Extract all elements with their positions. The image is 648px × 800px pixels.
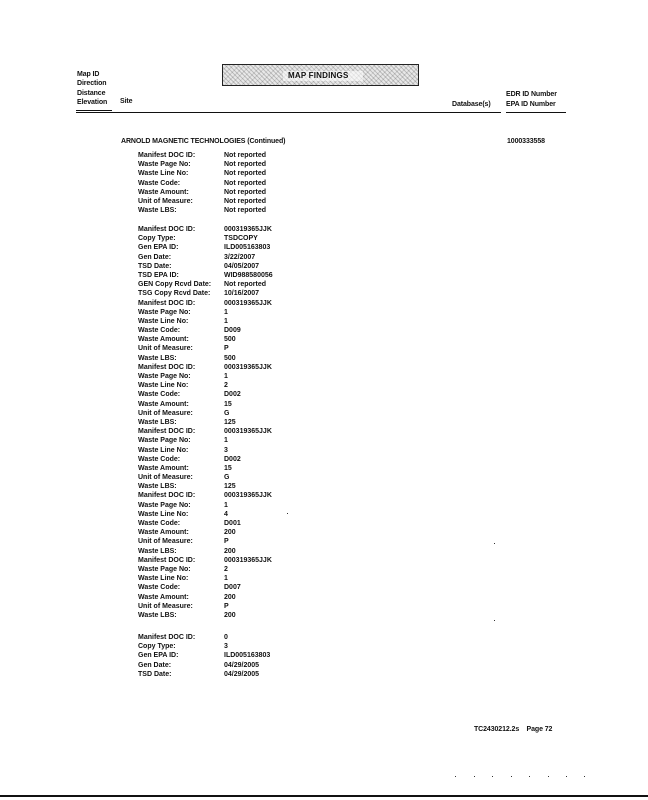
record-label: Manifest DOC ID: bbox=[138, 226, 196, 233]
scan-speck bbox=[474, 776, 475, 777]
page-footer bbox=[474, 726, 552, 734]
record-label: Waste Line No: bbox=[138, 510, 189, 518]
record-value: 3 bbox=[224, 643, 228, 651]
record-value: 3/22/2007 bbox=[224, 253, 256, 261]
record-label: Gen Date: bbox=[138, 253, 172, 261]
record-label: Waste Amount: bbox=[138, 529, 189, 537]
header-rule-left bbox=[76, 110, 112, 111]
record-label: Waste LBS: bbox=[138, 483, 177, 491]
record-value: 000319365JJK bbox=[224, 226, 272, 233]
record-label: Waste Code: bbox=[138, 179, 181, 187]
record-value: Not reported bbox=[224, 170, 266, 178]
scan-speck bbox=[566, 776, 567, 777]
record-label: Gen EPA ID: bbox=[138, 244, 179, 252]
bottom-scan-edge bbox=[0, 795, 648, 797]
record-value: WID988580056 bbox=[224, 271, 273, 279]
site-name: ARNOLD MAGNETIC TECHNOLOGIES (Continued) bbox=[121, 138, 286, 145]
record-label: Waste Line No: bbox=[138, 575, 189, 583]
record-value: 10/16/2007 bbox=[224, 290, 260, 298]
record-label: Waste Page No: bbox=[138, 308, 191, 316]
record-label: Manifest DOC ID: bbox=[138, 556, 196, 564]
record-label: Waste LBS: bbox=[138, 354, 177, 362]
record-label: Waste Amount: bbox=[138, 188, 189, 196]
record-label: Waste Code: bbox=[138, 327, 181, 335]
record-label: Unit of Measure: bbox=[138, 474, 193, 482]
record-value: 200 bbox=[224, 547, 236, 555]
record-value: 500 bbox=[224, 354, 236, 362]
record-value: 200 bbox=[224, 611, 236, 619]
record-value: 15 bbox=[224, 464, 232, 472]
record-value: ILD005163803 bbox=[224, 652, 271, 660]
record-label: Waste Page No: bbox=[138, 565, 191, 573]
record-label: Waste Amount: bbox=[138, 336, 189, 344]
record-label: Waste LBS: bbox=[138, 207, 177, 215]
record-value: 04/29/2005 bbox=[224, 670, 260, 678]
epa-id-label: EPA ID Number bbox=[506, 100, 556, 108]
scan-speck bbox=[511, 776, 512, 777]
record-label: Waste Code: bbox=[138, 584, 181, 592]
record-value: 4 bbox=[224, 510, 228, 518]
scan-speck bbox=[584, 776, 585, 777]
map-id-label: Map ID bbox=[77, 71, 100, 78]
record-value: G bbox=[224, 474, 230, 482]
record-value: Not reported bbox=[224, 188, 266, 196]
record-value: P bbox=[224, 345, 229, 353]
record-value: P bbox=[224, 602, 229, 610]
record-value: 3 bbox=[224, 446, 228, 454]
scan-speck bbox=[287, 513, 288, 514]
record-label: Manifest DOC ID: bbox=[138, 634, 196, 641]
record-value: 000319365JJK bbox=[224, 492, 272, 500]
record-label: Waste Line No: bbox=[138, 446, 189, 454]
record-label: TSG Copy Rcvd Date: bbox=[138, 290, 211, 298]
database-rule bbox=[452, 112, 494, 113]
record-value: 1 bbox=[224, 501, 228, 509]
record-label: TSD EPA ID: bbox=[138, 271, 179, 279]
record-value: 125 bbox=[224, 418, 236, 426]
record-value: 2 bbox=[224, 382, 228, 390]
record-label: Manifest DOC ID: bbox=[138, 363, 196, 371]
record-label: Waste Page No: bbox=[138, 437, 191, 445]
record-label: Unit of Measure: bbox=[138, 197, 193, 205]
record-label: Waste Line No: bbox=[138, 170, 189, 178]
record-value: 0 bbox=[224, 634, 228, 641]
record-value: 200 bbox=[224, 593, 236, 601]
database-label: Database(s) bbox=[452, 101, 491, 108]
record-label: Waste Code: bbox=[138, 455, 181, 463]
record-label: Manifest DOC ID: bbox=[138, 299, 196, 307]
record-label: Manifest DOC ID: bbox=[138, 152, 196, 159]
record-label: Waste LBS: bbox=[138, 547, 177, 555]
record-value: 1 bbox=[224, 373, 228, 380]
elevation-label: Elevation bbox=[77, 99, 108, 107]
record-value: G bbox=[224, 409, 230, 417]
header-rule bbox=[76, 112, 501, 113]
scan-speck bbox=[455, 776, 456, 777]
edr-id-label: EDR ID Number bbox=[506, 91, 557, 98]
doc-id: TC2430212.2s bbox=[474, 726, 520, 733]
site-edr-id: 1000333558 bbox=[507, 138, 545, 145]
record-value: 000319365JJK bbox=[224, 299, 272, 307]
header-left-labels bbox=[77, 71, 107, 109]
record-value: 04/29/2005 bbox=[224, 661, 260, 669]
record-value: Not reported bbox=[224, 152, 266, 159]
record-label: Waste Page No: bbox=[138, 161, 191, 169]
record-value: D002 bbox=[224, 391, 241, 399]
record-value: 000319365JJK bbox=[224, 556, 272, 564]
record-value: D001 bbox=[224, 520, 241, 527]
distance-label: Distance bbox=[77, 89, 106, 97]
record-value: 15 bbox=[224, 400, 232, 408]
record-label: Manifest DOC ID: bbox=[138, 492, 196, 500]
record-label: Waste Page No: bbox=[138, 501, 191, 509]
record-label: TSD Date: bbox=[138, 670, 172, 678]
scan-speck bbox=[548, 776, 549, 777]
record-label: Copy Type: bbox=[138, 235, 176, 243]
record-label: Waste Code: bbox=[138, 520, 181, 527]
record-value: 04/05/2007 bbox=[224, 262, 260, 270]
record-label: Gen EPA ID: bbox=[138, 652, 179, 660]
record-value: D002 bbox=[224, 455, 241, 463]
record-label: Unit of Measure: bbox=[138, 409, 193, 417]
record-value: D007 bbox=[224, 584, 241, 592]
record-value: 125 bbox=[224, 483, 236, 491]
record-value: P bbox=[224, 538, 229, 546]
scan-speck bbox=[529, 776, 530, 777]
record-value: 500 bbox=[224, 336, 236, 344]
banner-title: MAP FINDINGS bbox=[288, 71, 349, 80]
record-label: Manifest DOC ID: bbox=[138, 428, 196, 436]
record-label: TSD Date: bbox=[138, 262, 172, 270]
record-label: Unit of Measure: bbox=[138, 602, 193, 610]
record-label: Waste LBS: bbox=[138, 418, 177, 426]
record-value: 1 bbox=[224, 437, 228, 445]
direction-label: Direction bbox=[77, 80, 107, 88]
record-label: Waste Page No: bbox=[138, 373, 191, 380]
record-label: Waste Amount: bbox=[138, 593, 189, 601]
record-value: Not reported bbox=[224, 207, 266, 215]
page-number: Page 72 bbox=[526, 726, 553, 733]
record-value: 000319365JJK bbox=[224, 428, 272, 436]
record-value: 1 bbox=[224, 308, 228, 316]
record-value: 1 bbox=[224, 575, 228, 583]
record-label: Waste Amount: bbox=[138, 400, 189, 408]
record-label: GEN Copy Rcvd Date: bbox=[138, 281, 212, 289]
record-label: Unit of Measure: bbox=[138, 345, 193, 353]
record-label: Copy Type: bbox=[138, 643, 176, 651]
record-value: D009 bbox=[224, 327, 241, 335]
scan-speck bbox=[494, 543, 495, 544]
record-label: Unit of Measure: bbox=[138, 538, 193, 546]
scan-speck bbox=[492, 776, 493, 777]
record-value: 1 bbox=[224, 317, 228, 325]
record-value: 200 bbox=[224, 529, 236, 537]
record-value: Not reported bbox=[224, 281, 266, 289]
record-label: Waste LBS: bbox=[138, 611, 177, 619]
scan-speck bbox=[494, 620, 495, 621]
record-label: Gen Date: bbox=[138, 661, 172, 669]
record-label: Waste Line No: bbox=[138, 317, 189, 325]
record-label: Waste Code: bbox=[138, 391, 181, 399]
record-label: Waste Line No: bbox=[138, 382, 189, 390]
site-label: Site bbox=[120, 98, 133, 105]
record-value: ILD005163803 bbox=[224, 244, 271, 252]
map-findings-banner bbox=[222, 64, 419, 86]
edr-rule bbox=[506, 112, 566, 113]
record-value: Not reported bbox=[224, 197, 266, 205]
record-value: 000319365JJK bbox=[224, 363, 272, 371]
record-value: TSDCOPY bbox=[224, 235, 258, 243]
record-value: Not reported bbox=[224, 179, 266, 187]
record-value: 2 bbox=[224, 565, 228, 573]
record-value: Not reported bbox=[224, 161, 266, 169]
edr-header bbox=[506, 91, 557, 110]
record-label: Waste Amount: bbox=[138, 464, 189, 472]
